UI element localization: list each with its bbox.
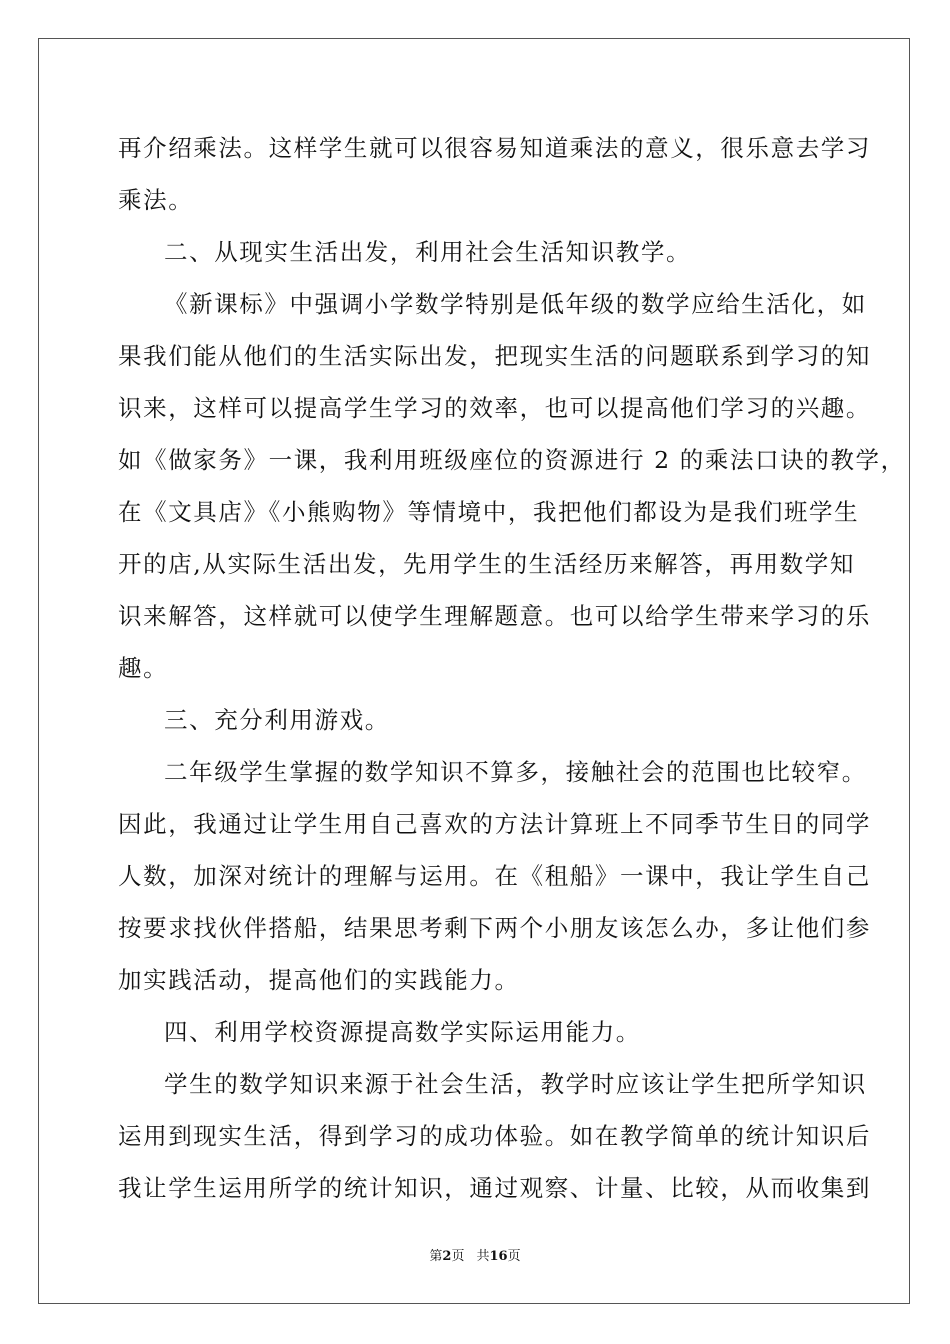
section-heading: 三、充分利用游戏。 — [164, 706, 390, 734]
text-line: 学生的数学知识来源于社会生活，教学时应该让学生把所学知识 — [164, 1070, 867, 1098]
text-line: 趣。 — [118, 654, 169, 682]
text-line: 加实践活动，提高他们的实践能力。 — [118, 966, 520, 994]
text-line: 识来解答，这样就可以使学生理解题意。也可以给学生带来学习的乐 — [118, 602, 871, 630]
page-footer — [0, 1249, 950, 1265]
text-line: 果我们能从他们的生活实际出发，把现实生活的问题联系到学习的知 — [118, 342, 871, 370]
text-line: 《新课标》中强调小学数学特别是低年级的数学应给生活化，如 — [164, 290, 867, 318]
text-line: 开的店,从实际生活出发，先用学生的生活经历来解答，再用数学知 — [118, 550, 855, 578]
page-total: 16 — [489, 1249, 508, 1264]
text-line: 我让学生运用所学的统计知识，通过观察、计量、比较，从而收集到 — [118, 1174, 871, 1202]
text-line: 二年级学生掌握的数学知识不算多，接触社会的范围也比较窄。 — [164, 758, 867, 786]
text-line: 按要求找伙伴搭船，结果思考剩下两个小朋友该怎么办，多让他们参 — [118, 914, 871, 942]
page-current: 2 — [442, 1249, 452, 1264]
total-prefix: 共 — [476, 1249, 490, 1264]
total-suffix: 页 — [507, 1249, 521, 1264]
text-line: 人数，加深对统计的理解与运用。在《租船》一课中，我让学生自己 — [118, 862, 871, 890]
text-line: 乘法。 — [118, 186, 194, 214]
section-heading: 四、利用学校资源提高数学实际运用能力。 — [164, 1018, 641, 1046]
page-suffix: 页 — [451, 1249, 465, 1264]
section-heading: 二、从现实生活出发，利用社会生活知识教学。 — [164, 238, 692, 266]
text-line: 因此，我通过让学生用自己喜欢的方法计算班上不同季节生日的同学 — [118, 810, 871, 838]
text-line: 识来，这样可以提高学生学习的效率，也可以提高他们学习的兴趣。 — [118, 394, 871, 422]
text-line: 如《做家务》一课，我利用班级座位的资源进行 2 的乘法口诀的教学， — [118, 446, 906, 474]
text-line: 再介绍乘法。这样学生就可以很容易知道乘法的意义，很乐意去学习 — [118, 134, 871, 162]
text-line: 运用到现实生活，得到学习的成功体验。如在教学简单的统计知识后 — [118, 1122, 871, 1150]
page-prefix: 第 — [429, 1249, 443, 1264]
text-line: 在《文具店》《小熊购物》等情境中，我把他们都设为是我们班学生 — [118, 498, 860, 526]
